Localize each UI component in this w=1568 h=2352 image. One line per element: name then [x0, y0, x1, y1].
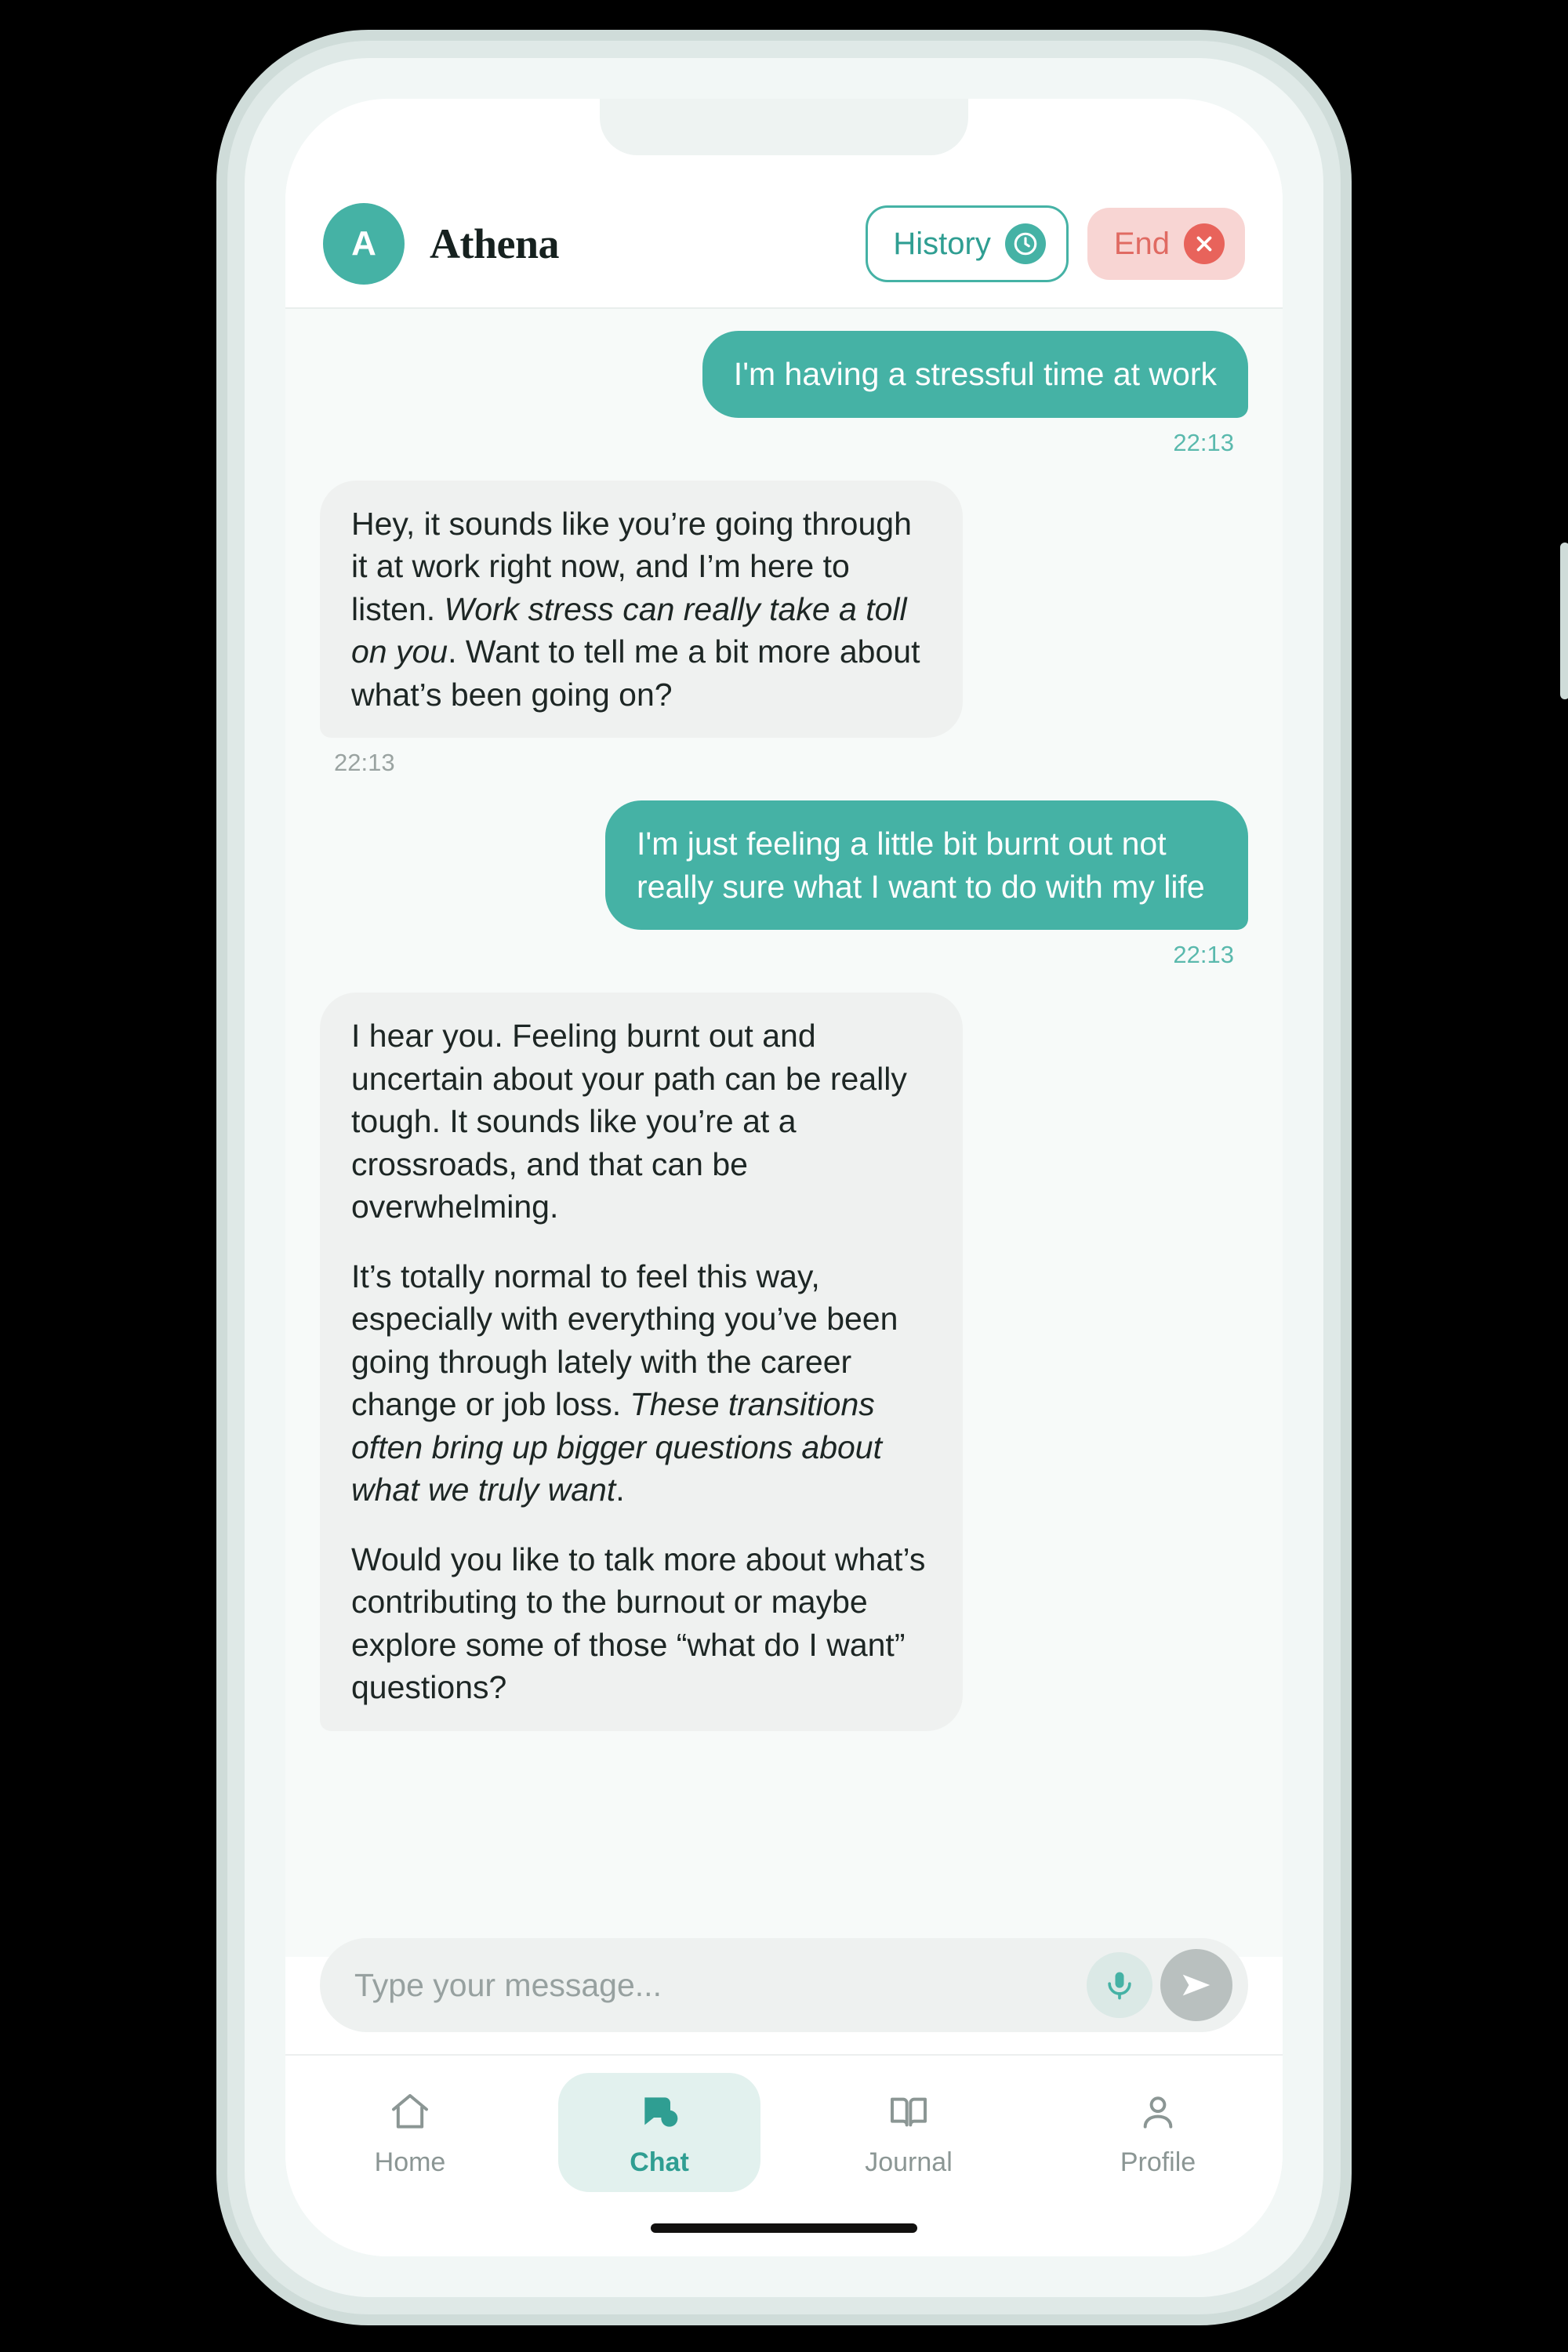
message-text: I'm having a stressful time at work [733, 356, 1217, 392]
message-list[interactable] [285, 309, 1283, 1957]
end-session-button[interactable] [1087, 208, 1245, 280]
message-bubble-user [605, 800, 1248, 930]
header-actions [866, 205, 1245, 282]
message-text: It’s totally normal to feel this way, especially with everything you’ve been going through lately with the career change or job loss. These transitions often bring up bigger questions about what we truly want. [351, 1258, 898, 1508]
phone-bezel [245, 58, 1323, 2297]
page-title: Athena [430, 220, 560, 267]
power-button[interactable] [1560, 543, 1568, 699]
tab-profile[interactable] [1057, 2073, 1259, 2192]
home-icon [388, 2090, 432, 2138]
history-button-label: History [893, 226, 991, 261]
end-button-label: End [1113, 226, 1170, 261]
message-timestamp: 22:13 [1173, 941, 1234, 969]
avatar: A [323, 203, 405, 285]
message-bubble-bot [320, 481, 963, 739]
clock-icon [1005, 223, 1046, 264]
tab-home[interactable] [309, 2073, 511, 2192]
tab-chat-label: Chat [630, 2147, 689, 2177]
send-icon[interactable] [1160, 1949, 1232, 2021]
message-text: I hear you. Feeling burnt out and uncertain about your path can be really tough. It sounds like you’re at a crossroads, and that can be overwhelming. [351, 1018, 907, 1225]
message-input[interactable] [354, 1967, 1087, 2004]
chat-bubble-icon [637, 2090, 681, 2138]
message-row [320, 800, 1248, 993]
close-icon [1184, 223, 1225, 264]
microphone-icon[interactable] [1087, 1952, 1152, 2018]
tab-journal-label: Journal [865, 2147, 953, 2177]
person-icon [1136, 2090, 1180, 2138]
message-timestamp: 22:13 [334, 749, 395, 777]
phone-screen [285, 99, 1283, 2256]
message-bubble-bot [320, 993, 963, 1731]
tab-profile-label: Profile [1120, 2147, 1196, 2177]
message-text: I'm just feeling a little bit burnt out not really sure what I want to do with my life [637, 826, 1205, 905]
tab-chat[interactable] [558, 2073, 760, 2192]
notch [600, 99, 968, 155]
message-bubble-user [702, 331, 1248, 418]
message-text: Hey, it sounds like you’re going through it at work right now, and I’m here to listen. Work stress can really take a toll on you. Want to tell me a bit more about what’s been going on? [351, 505, 920, 713]
message-timestamp: 22:13 [1173, 428, 1234, 456]
tab-home-label: Home [374, 2147, 446, 2177]
message-row [320, 993, 1248, 1731]
message-row [320, 481, 1248, 801]
chat-header [285, 180, 1283, 309]
message-composer [320, 1938, 1248, 2032]
history-button[interactable] [866, 205, 1068, 282]
book-icon [887, 2090, 931, 2138]
message-row [320, 331, 1248, 481]
home-indicator [651, 2223, 917, 2233]
tab-journal[interactable] [808, 2073, 1010, 2192]
phone-frame [227, 41, 1341, 2314]
message-text: Would you like to talk more about what’s contributing to the burnout or maybe explore some of those “what do I want” questions? [351, 1541, 926, 1706]
